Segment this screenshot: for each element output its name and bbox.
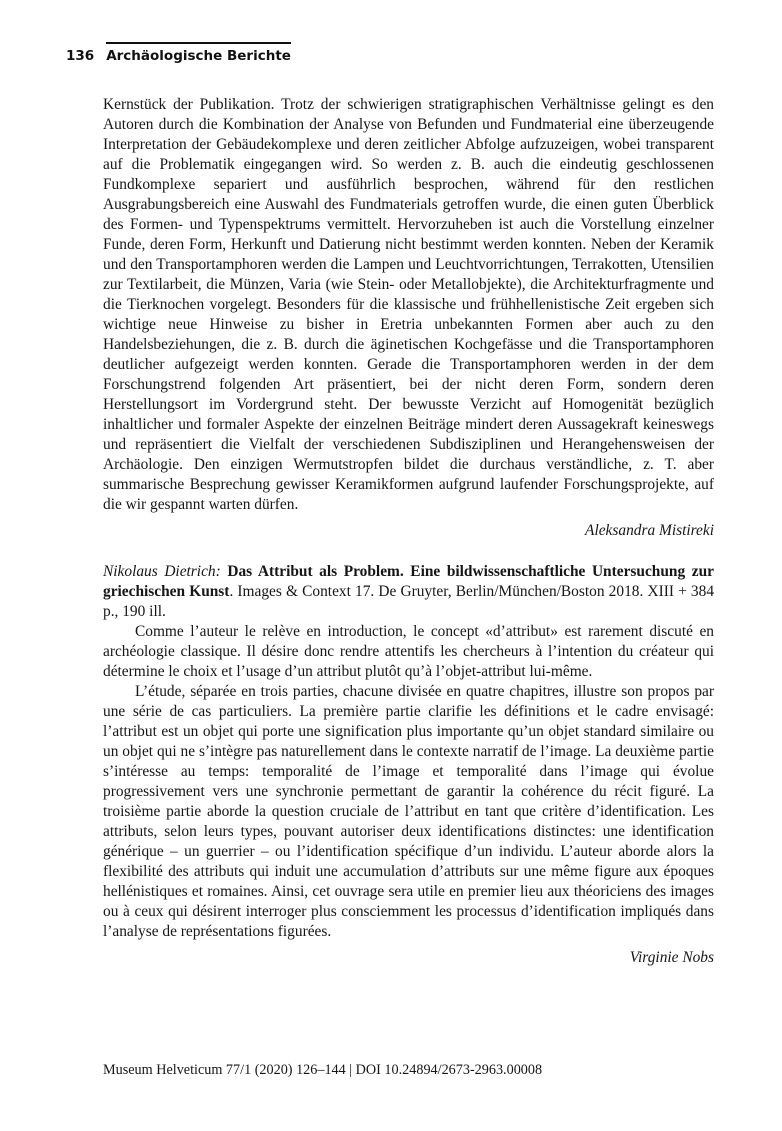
review-paragraph-2: L’étude, séparée en trois parties, chacune divisée en quatre chapitres, illustre son propos par une série de cas particuliers. La première partie clarifie les définitions et le cadre envisagé: l’attribut est un objet qui porte une signification plus importante qu’un objet standard similaire ou un objet qui ne s’intègre pas naturellement dans le contexte narratif de l’image. La deuxième partie s’intéresse au temps: temporalité de l’image et temporalité dans l’image qui évolue progressivement vers une synchronie permettant de garantir la cohérence du récit figuré. La troisième partie aborde la question cruciale de l’attribut en tant que critère d’identification. Les attributs, selon leurs types, pouvant autoriser deux identifications distinctes: une identification générique – un guerrier – ou l’identification spécifique d’un individu. L’auteur aborde alors la flexibilité des attributs qui induit une accumulation d’attributs sur une même figure aux époques hellénistiques et romaines. Ainsi, cet ouvrage sera utile en premier lieu aux théoriciens des images ou à ceux qui désirent interroger plus consciemment les processus d’identification impliqués dans l’analyse de représentations figurées.: [103, 683, 714, 940]
journal-footer: Museum Helveticum 77/1 (2020) 126–144 | DOI 10.24894/2673-2963.00008: [103, 1062, 543, 1078]
reviewed-imprint: . Images & Context 17. De Gruyter, Berlin/München/Boston 2018. XIII + 384 p., 190 ill.: [103, 583, 715, 620]
section-title: Archäologische Berichte: [106, 42, 291, 64]
reviewer-signature-nobs: Virginie Nobs: [629, 949, 714, 966]
reviewed-title: Das Attribut als Problem. Eine bildwissenschaftliche Untersuchung zur griechischen Kunst: [103, 563, 714, 600]
text-column: [103, 95, 714, 968]
review-reference-dietrich: [103, 562, 714, 622]
running-head: [66, 42, 291, 64]
reviewed-author: Nikolaus Dietrich:: [103, 563, 221, 580]
page-number: 136: [66, 48, 95, 64]
review-paragraph-1: Comme l’auteur le relève en introduction, le concept «d’attribut» est rarement discuté en archéologie classique. Il désire donc rendre attentifs les chercheurs à l’intention du créateur qui détermine le choix et l’usage d’un attribut plutôt qu’à l’objet-attribut lui-même.: [103, 623, 714, 680]
reviewer-signature-mistireki: Aleksandra Mistireki: [585, 522, 714, 539]
review-body-eretria: Kernstück der Publikation. Trotz der schwierigen stratigraphischen Verhältnisse gelingt es den Autoren durch die Kombination der Analyse von Befunden und Fundmaterial eine überzeugende Interpretation der Gebäudekomplexe und deren zeitlicher Abfolge aufzuzeigen, wobei transparent auf die Problematik eingegangen wird. So werden z. B. auch die eindeutig geschlossenen Fundkomplexe separiert und ausführlich besprochen, während für den restlichen Ausgrabungsbereich eine Auswahl des Fundmaterials getroffen wurde, die einen guten Überblick des Formen- und Typenspektrums vermittelt. Hervorzuheben ist auch die Vorstellung einzelner Funde, deren Form, Herkunft und Datierung nicht bestimmt werden konnten. Neben der Keramik und den Transportamphoren werden die Lampen und Leuchtvorrichtungen, Terrakotten, Utensilien zur Textilarbeit, die Münzen, Varia (wie Stein- oder Metallobjekte), die Architekturfragmente und die Tierknochen vorgelegt. Besonders für die klassische und frühhellenistische Zeit ergeben sich wichtige neue Hinweise zu bisher in Eretria unbekannten Formen aber auch zu den Handelsbeziehungen, die z. B. durch die äginetischen Kochgefässe und die Transportamphoren deutlicher aufgezeigt werden konnten. Gerade die Transportamphoren werden in der dem Forschungstrend folgenden Art präsentiert, bei der nicht deren Form, sondern deren Herstellungsort im Vordergrund steht. Der bewusste Verzicht auf Homogenität bezüglich inhaltlicher und formaler Aspekte der einzelnen Beiträge mindert deren Aussagekraft keineswegs und repräsentiert die Vielfalt der verschiedenen Subdisziplinen und Herangehensweisen der Archäologie. Den einzigen Wermutstropfen bildet die durchaus verständliche, z. T. aber summarische Besprechung gewisser Keramikformen aufgrund laufender Forschungsprojekte, auf die wir gespannt warten dürfen.: [103, 96, 714, 513]
